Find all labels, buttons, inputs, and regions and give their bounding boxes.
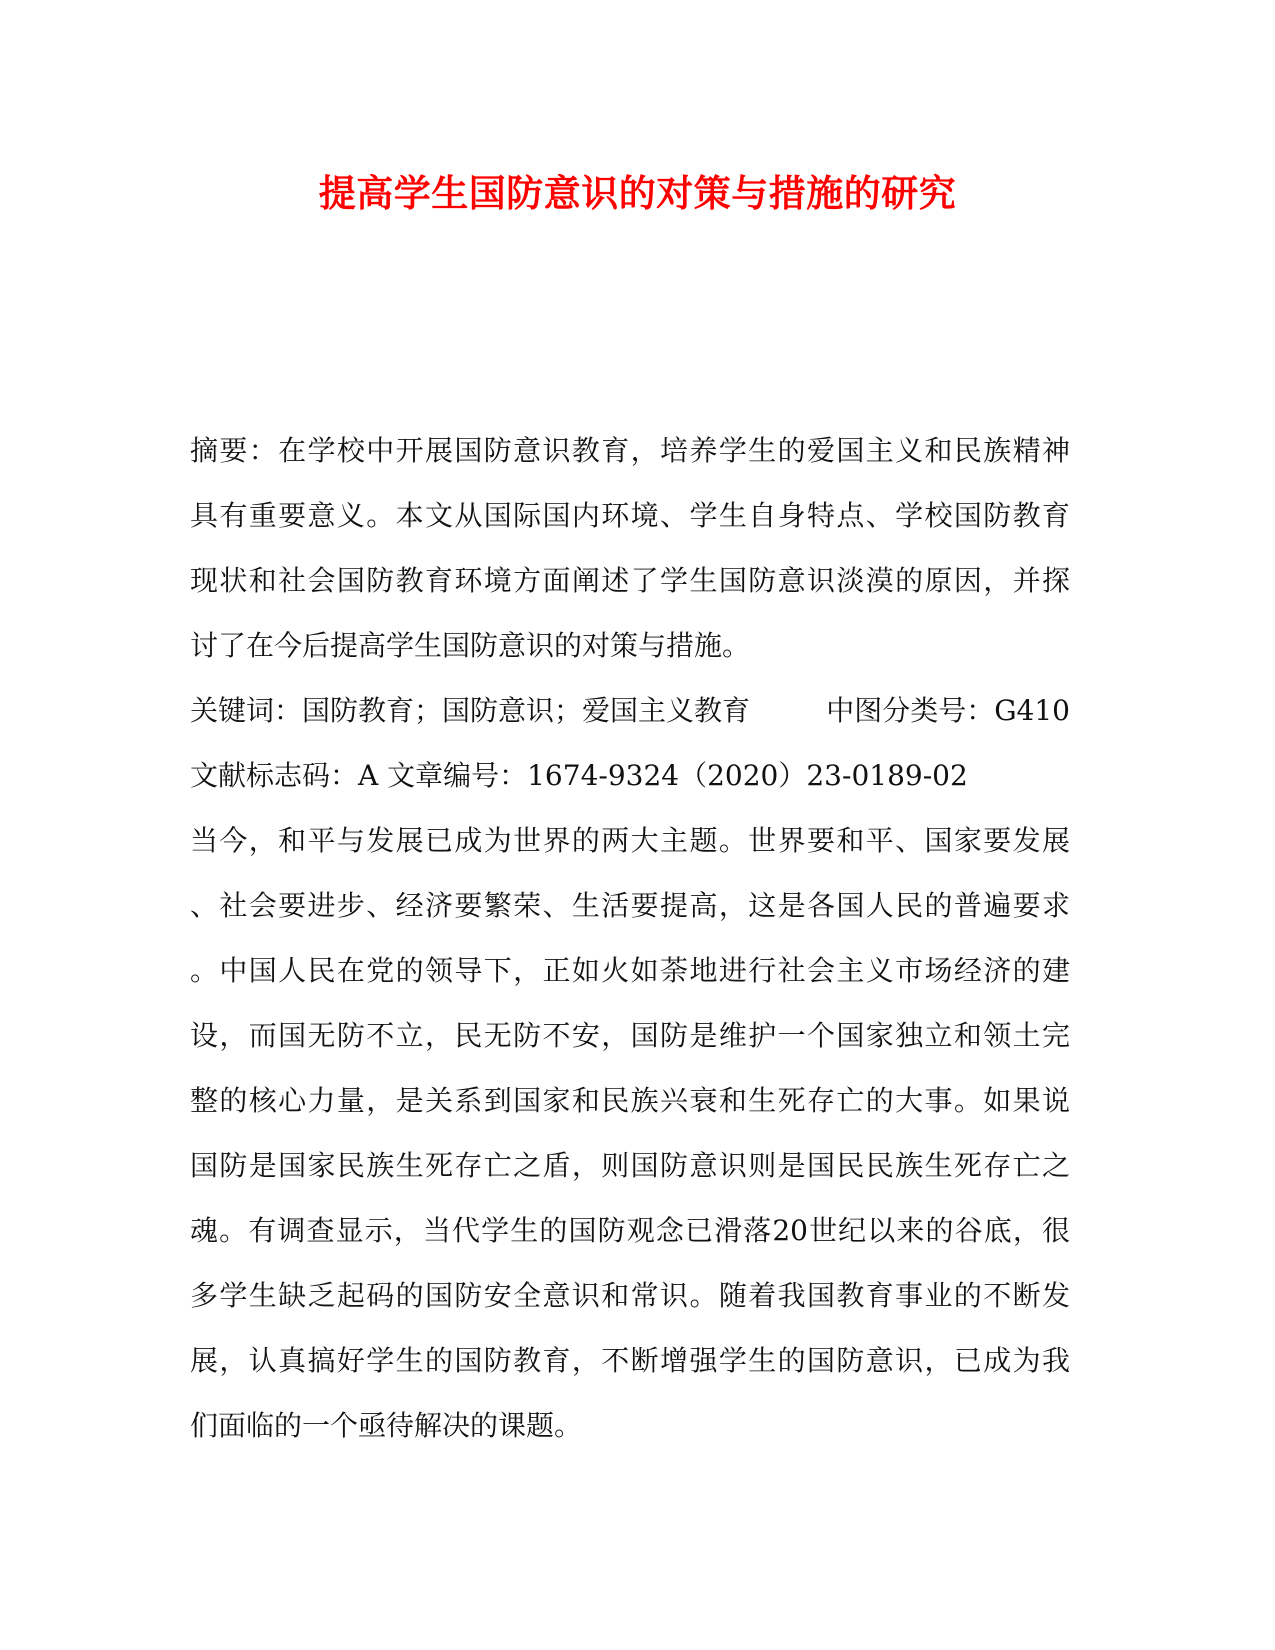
body-line: 展，认真搞好学生的国防教育，不断增强学生的国防意识，已成为我 [190, 1344, 1070, 1377]
body-line: 。中国人民在党的领导下，正如火如荼地进行社会主义市场经济的建 [190, 954, 1070, 987]
body-line: 整的核心力量，是关系到国家和民族兴衰和生死存亡的大事。如果说 [190, 1084, 1070, 1117]
document-body [190, 418, 1070, 1458]
abstract-line: 具有重要意义。本文从国际国内环境、学生自身特点、学校国防教育 [190, 499, 1070, 532]
keywords-row [190, 678, 1070, 743]
abstract-line: 讨了在今后提高学生国防意识的对策与措施。 [190, 629, 751, 662]
abstract-line: 现状和社会国防教育环境方面阐述了学生国防意识淡漠的原因，并探 [190, 564, 1070, 597]
abstract-line: 摘要：在学校中开展国防意识教育，培养学生的爱国主义和民族精神 [190, 434, 1070, 467]
abstract [190, 418, 1070, 678]
body-line: 、社会要进步、经济要繁荣、生活要提高，这是各国人民的普遍要求 [190, 889, 1070, 922]
document-title: 提高学生国防意识的对策与措施的研究 [318, 171, 957, 215]
body-paragraph [190, 808, 1070, 1458]
body-line: 设，而国无防不立，民无防不安，国防是维护一个国家独立和领土完 [190, 1019, 1070, 1052]
classification-number: 中图分类号：G410 [826, 694, 1070, 727]
body-line: 魂。有调查显示，当代学生的国防观念已滑落20世纪以来的谷底，很 [190, 1214, 1070, 1247]
body-line: 国防是国家民族生死存亡之盾，则国防意识则是国民民族生死存亡之 [190, 1149, 1070, 1182]
keywords: 关键词：国防教育；国防意识；爱国主义教育 [190, 694, 751, 727]
body-line: 多学生缺乏起码的国防安全意识和常识。随着我国教育事业的不断发 [190, 1279, 1070, 1312]
body-line: 当今，和平与发展已成为世界的两大主题。世界要和平、国家要发展 [190, 824, 1070, 857]
body-line: 们面临的一个亟待解决的课题。 [190, 1409, 583, 1442]
document-code-line: 文献标志码：A 文章编号：1674-9324（2020）23-0189-02 [190, 759, 968, 792]
